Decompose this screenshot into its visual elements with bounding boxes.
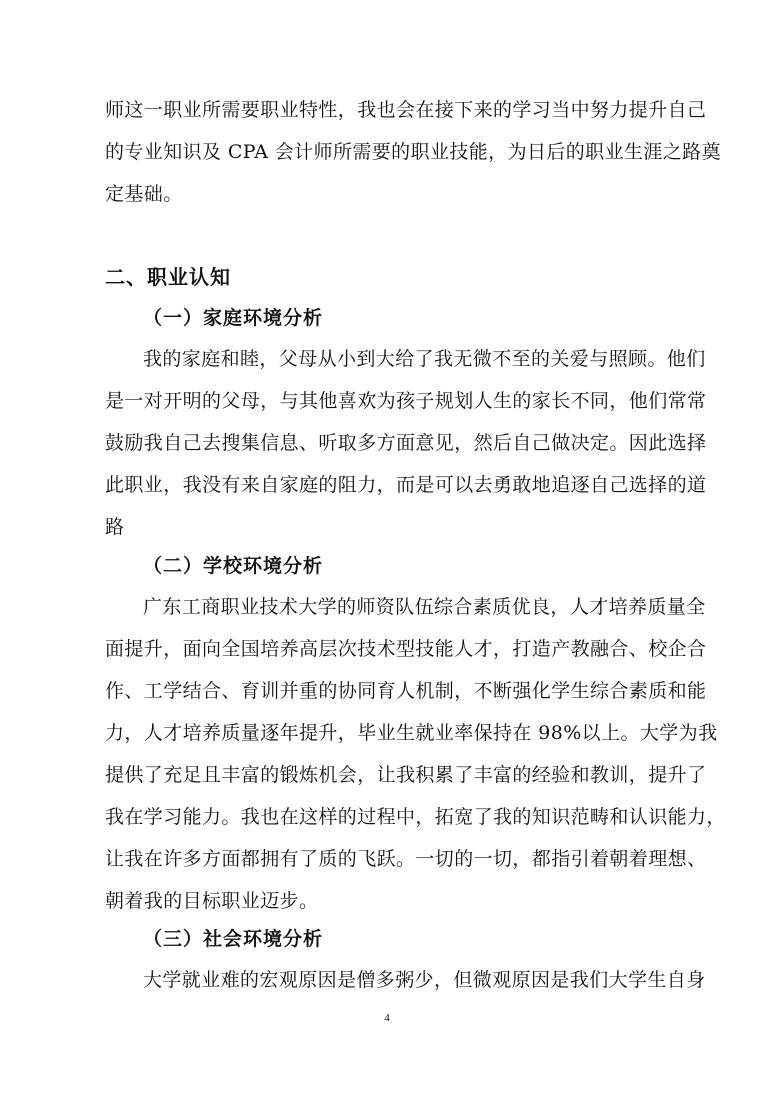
paragraph-line: 面提升，面向全国培养高层次技术型技能人才，打造产教融合、校企合 xyxy=(105,638,707,660)
paragraph-line: 的专业知识及 CPA 会计师所需要的职业技能，为日后的职业生涯之路奠 xyxy=(105,141,721,163)
paragraph-line: 鼓励我自己去搜集信息、听取多方面意见，然后自己做决定。因此选择 xyxy=(105,432,707,454)
paragraph-line: 我在学习能力。我也在这样的过程中，拓宽了我的知识范畴和认识能力， xyxy=(105,806,726,828)
paragraph-line: 作、工学结合、育训并重的协同育人机制，不断强化学生综合素质和能 xyxy=(105,680,707,702)
paragraph-line: 定基础。 xyxy=(105,183,183,205)
paragraph-line: 力，人才培养质量逐年提升，毕业生就业率保持在 98%以上。大学为我 xyxy=(105,722,718,744)
subsection-heading-family: （一）家庭环境分析 xyxy=(143,307,324,329)
paragraph-line: 让我在许多方面都拥有了质的飞跃。一切的一切，都指引着朝着理想、 xyxy=(105,848,707,870)
paragraph-line: 师这一职业所需要职业特性，我也会在接下来的学习当中努力提升自己 xyxy=(105,99,707,121)
paragraph-line: 是一对开明的父母，与其他喜欢为孩子规划人生的家长不同，他们常常 xyxy=(105,390,707,412)
subsection-heading-society: （三）社会环境分析 xyxy=(143,928,324,950)
paragraph-line: 朝着我的目标职业迈步。 xyxy=(105,890,319,912)
paragraph-line: 广东工商职业技术大学的师资队伍综合素质优良，人才培养质量全 xyxy=(143,596,706,618)
subsection-heading-school: （二）学校环境分析 xyxy=(143,555,324,577)
paragraph-line: 大学就业难的宏观原因是僧多粥少，但微观原因是我们大学生自身 xyxy=(143,969,706,991)
paragraph-line: 路 xyxy=(105,516,125,538)
paragraph-line: 此职业，我没有来自家庭的阻力，而是可以去勇敢地追逐自己选择的道 xyxy=(105,474,707,496)
page-number: 4 xyxy=(384,1012,390,1024)
paragraph-line: 我的家庭和睦，父母从小到大给了我无微不至的关爱与照顾。他们 xyxy=(143,348,706,370)
paragraph-line: 提供了充足且丰富的锻炼机会，让我积累了丰富的经验和教训，提升了 xyxy=(105,764,707,786)
section-heading: 二、职业认知 xyxy=(105,265,231,289)
